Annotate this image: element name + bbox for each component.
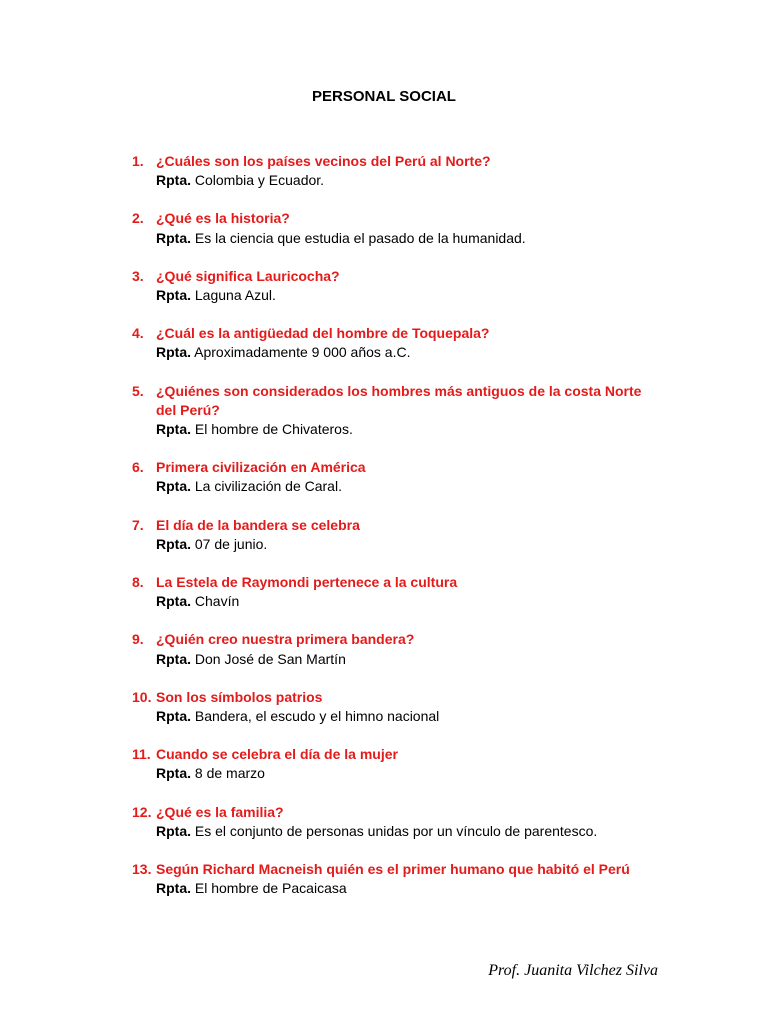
question-body — [156, 630, 662, 668]
question-text: Primera civilización en América — [156, 459, 366, 476]
question-item — [132, 267, 662, 305]
question-item — [132, 324, 662, 362]
answer-text: Es la ciencia que estudia el pasado de la humanidad. — [194, 229, 526, 246]
question-number: 12. — [132, 803, 152, 820]
answer-line — [156, 229, 662, 248]
page-title: PERSONAL SOCIAL — [312, 88, 456, 105]
question-number: 3. — [132, 267, 144, 284]
question-body — [156, 324, 662, 362]
answer-text: El hombre de Pacaicasa — [194, 880, 347, 897]
answer-line — [156, 764, 662, 783]
question-list — [132, 152, 662, 917]
answer-prefix: Rpta. — [156, 650, 191, 667]
question-text: ¿Qué significa Lauricocha? — [156, 267, 340, 284]
answer-prefix: Rpta. — [156, 822, 191, 839]
answer-prefix: Rpta. — [156, 229, 191, 246]
answer-prefix: Rpta. — [156, 421, 191, 438]
answer-text: 8 de marzo — [194, 765, 265, 782]
question-item — [132, 209, 662, 247]
question-number: 13. — [132, 861, 152, 878]
answer-text: Colombia y Ecuador. — [194, 172, 325, 189]
question-number: 7. — [132, 516, 144, 533]
question-text: La Estela de Raymondi pertenece a la cultura — [156, 574, 458, 591]
answer-prefix: Rpta. — [156, 880, 191, 897]
question-number: 4. — [132, 325, 144, 342]
question-text: ¿Quiénes son considerados los hombres más antiguos de la costa Norte del Perú? — [156, 382, 642, 418]
answer-text: Es el conjunto de personas unidas por un vínculo de parentesco. — [194, 822, 598, 839]
answer-prefix: Rpta. — [156, 172, 191, 189]
question-body — [156, 382, 662, 440]
question-number: 8. — [132, 574, 144, 591]
answer-text: Chavín — [194, 593, 240, 610]
question-number: 1. — [132, 153, 144, 169]
question-item — [132, 860, 662, 898]
answer-line — [156, 592, 662, 611]
question-body — [156, 688, 662, 726]
author-signature: Prof. Juanita Vilchez Silva — [488, 962, 658, 979]
question-item — [132, 382, 662, 440]
answer-prefix: Rpta. — [156, 593, 191, 610]
question-text: El día de la bandera se celebra — [156, 516, 360, 533]
question-number: 10. — [132, 688, 152, 705]
answer-prefix: Rpta. — [156, 535, 191, 552]
question-body — [156, 573, 662, 611]
question-body — [156, 152, 662, 190]
question-item — [132, 803, 662, 841]
question-text: ¿Cuáles son los países vecinos del Perú al Norte? — [156, 153, 491, 169]
answer-line — [156, 822, 662, 841]
question-number: 5. — [132, 382, 144, 399]
question-text: Cuando se celebra el día de la mujer — [156, 746, 398, 763]
question-body — [156, 745, 662, 783]
answer-prefix: Rpta. — [156, 344, 191, 361]
question-text: Según Richard Macneish quién es el primer humano que habitó el Perú — [156, 861, 630, 878]
answer-text: Bandera, el escudo y el himno nacional — [194, 708, 440, 725]
answer-text: Aproximadamente 9 000 años a.C. — [194, 344, 411, 361]
question-item — [132, 630, 662, 668]
question-text: Son los símbolos patrios — [156, 688, 323, 705]
question-body — [156, 458, 662, 496]
question-number: 9. — [132, 631, 144, 648]
question-item — [132, 152, 662, 190]
question-body — [156, 516, 662, 554]
question-item — [132, 516, 662, 554]
question-number: 6. — [132, 459, 144, 476]
question-text: ¿Qué es la historia? — [156, 210, 290, 227]
question-item — [132, 688, 662, 726]
answer-prefix: Rpta. — [156, 287, 191, 304]
answer-line — [156, 650, 662, 669]
answer-prefix: Rpta. — [156, 765, 191, 782]
question-item — [132, 458, 662, 496]
question-body — [156, 267, 662, 305]
answer-prefix: Rpta. — [156, 708, 191, 725]
question-item — [132, 573, 662, 611]
answer-text: El hombre de Chivateros. — [194, 421, 353, 438]
question-body — [156, 803, 662, 841]
answer-line — [156, 286, 662, 305]
question-number: 11. — [132, 746, 151, 763]
answer-prefix: Rpta. — [156, 478, 191, 495]
answer-text: La civilización de Caral. — [194, 478, 342, 495]
question-item — [132, 745, 662, 783]
answer-text: Don José de San Martín — [194, 650, 346, 667]
answer-line — [156, 343, 662, 362]
question-number: 2. — [132, 210, 144, 227]
question-text: ¿Cuál es la antigüedad del hombre de Toquepala? — [156, 325, 490, 342]
question-body — [156, 860, 662, 898]
answer-line — [156, 477, 662, 496]
question-body — [156, 209, 662, 247]
question-text: ¿Qué es la familia? — [156, 803, 284, 820]
answer-line — [156, 707, 662, 726]
answer-line — [156, 171, 662, 190]
answer-line — [156, 879, 662, 898]
answer-text: Laguna Azul. — [194, 287, 276, 304]
question-text: ¿Quién creo nuestra primera bandera? — [156, 631, 415, 648]
answer-line — [156, 420, 662, 439]
answer-line — [156, 535, 662, 554]
answer-text: 07 de junio. — [194, 535, 268, 552]
